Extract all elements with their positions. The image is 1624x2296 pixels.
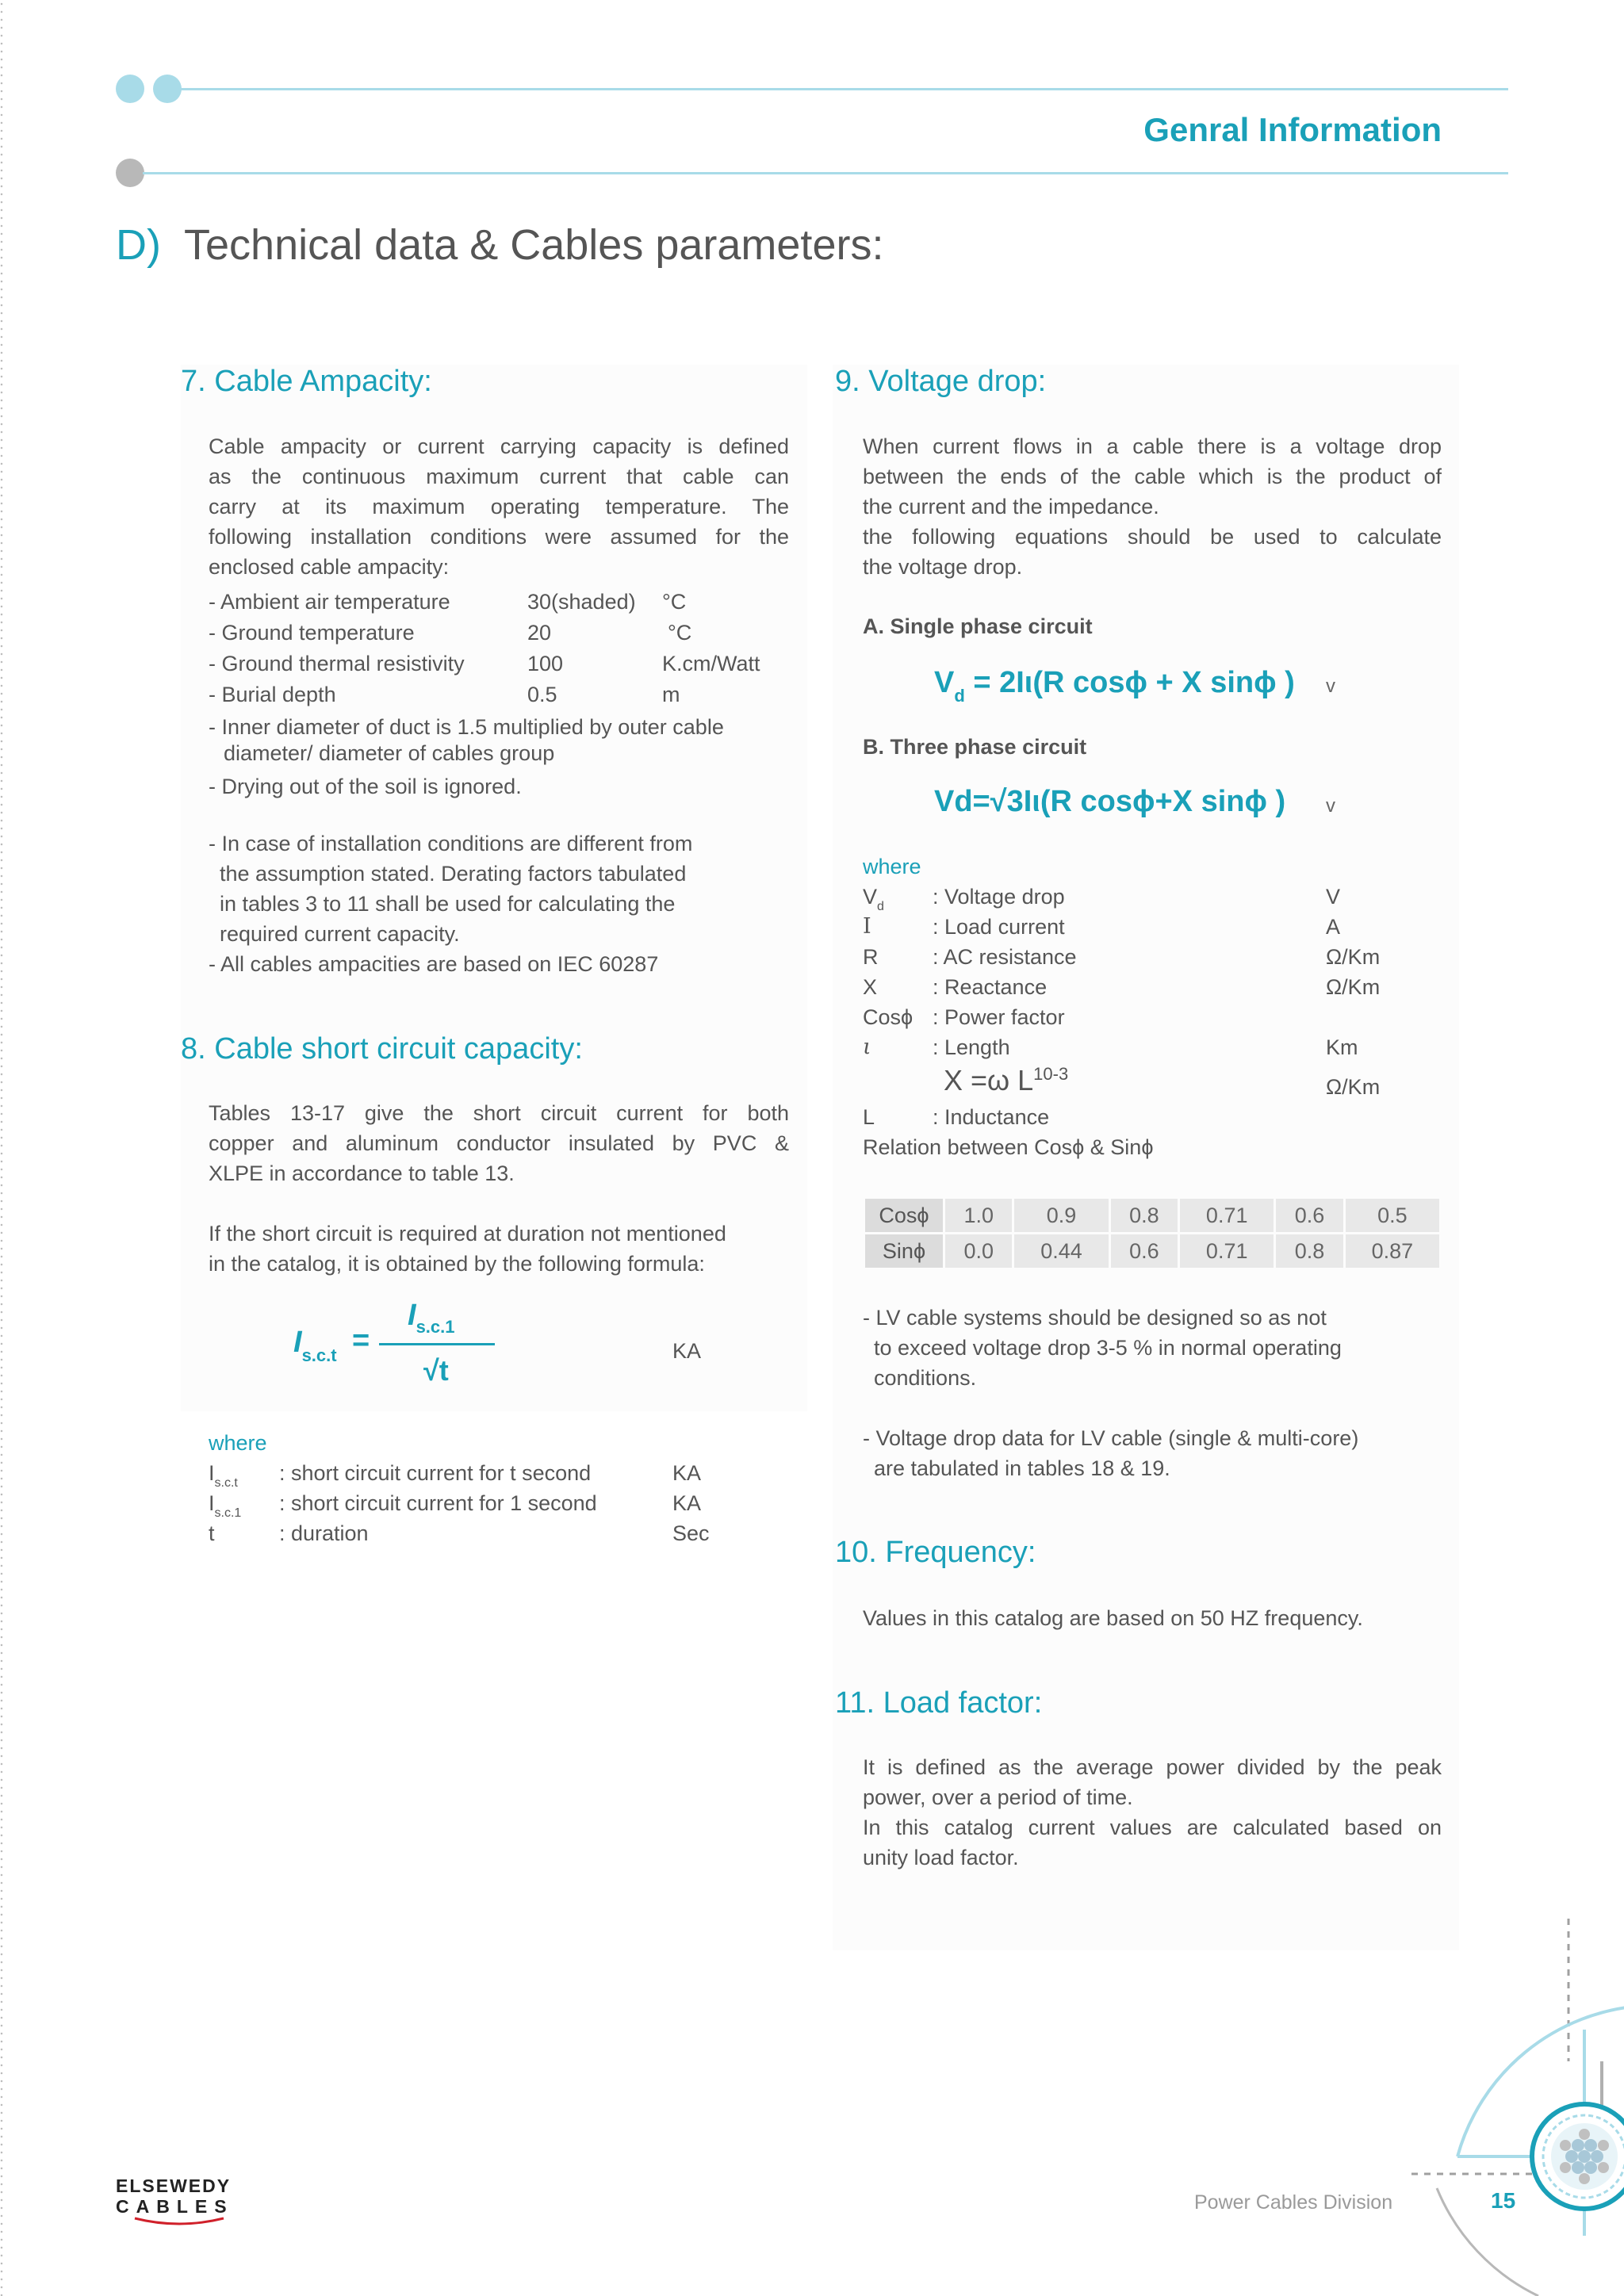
vdef-sym: V — [863, 885, 878, 909]
table-cell: 0.8 — [1111, 1199, 1178, 1232]
section-voltage-drop-title: 9. Voltage drop: — [835, 365, 1047, 398]
formula-lhs-symbol: I — [293, 1326, 302, 1359]
single-formula-unit: v — [1326, 675, 1335, 697]
logo-top-text: ELSEWEDY — [116, 2175, 232, 2196]
table-row-label: Sinϕ — [865, 1234, 943, 1268]
condition-label: - Ground temperature — [209, 621, 415, 645]
definition-sub: s.c.1 — [214, 1506, 242, 1520]
lv-note-line: conditions. — [874, 1366, 977, 1390]
section-load-factor-title: 11. Load factor: — [835, 1686, 1043, 1720]
definition-sym: I — [209, 1491, 215, 1515]
single-phase-title: A. Single phase circuit — [863, 614, 1093, 638]
short-circuit-line: Tables 13-17 give the short circuit current for both — [209, 1101, 789, 1125]
duct-line-2: diameter/ diameter of cables group — [224, 741, 555, 765]
condition-row — [209, 587, 450, 617]
duct-line-1: - Inner diameter of duct is 1.5 multiplied by outer cable — [209, 715, 724, 739]
reactance-base: X =ω L — [944, 1064, 1034, 1096]
condition-label: - Burial depth — [209, 683, 336, 706]
single-phase-formula — [934, 666, 1295, 706]
formula-equals: = — [352, 1324, 370, 1357]
ampacity-intro — [209, 431, 789, 582]
definition-unit: Sec — [672, 1521, 710, 1545]
short-circuit-line: XLPE in accordance to table 13. — [209, 1161, 515, 1185]
condition-row — [209, 618, 415, 648]
formula-lhs-subscript: s.c.t — [301, 1345, 337, 1365]
header-dot-3 — [116, 159, 144, 187]
page-number: 15 — [1491, 2188, 1516, 2213]
short-circuit-line: If the short circuit is required at duration not mentioned — [209, 1222, 726, 1246]
section-cable-ampacity-title: 7. Cable Ampacity: — [181, 365, 432, 398]
short-circuit-para-2 — [209, 1219, 789, 1279]
short-circuit-where: where — [209, 1431, 267, 1455]
table-row — [865, 1199, 1439, 1232]
main-heading — [116, 220, 883, 270]
vdef-sub: d — [877, 900, 884, 913]
voltage-where: where — [863, 855, 921, 878]
vdef-symbol: R — [863, 945, 879, 969]
condition-label: - Ground thermal resistivity — [209, 652, 465, 675]
definition-unit: KA — [672, 1461, 702, 1485]
inductance-desc: : Inductance — [933, 1105, 1050, 1129]
condition-unit: m — [662, 683, 680, 706]
vdef-desc: : Power factor — [933, 1005, 1065, 1029]
condition-value: 20 — [527, 621, 552, 645]
condition-label: - Ambient air temperature — [209, 590, 450, 614]
vdef-desc: : Reactance — [933, 975, 1048, 999]
vdef-unit: A — [1326, 915, 1341, 939]
load-factor-line: In this catalog current values are calculated based on — [863, 1816, 1442, 1839]
vdef-desc: : AC resistance — [933, 945, 1077, 969]
short-circuit-line: in the catalog, it is obtained by the following formula: — [209, 1252, 705, 1276]
table-cell: 0.5 — [1346, 1199, 1439, 1232]
voltage-intro-line: When current flows in a cable there is a voltage drop — [863, 434, 1442, 458]
table-cell: 0.87 — [1346, 1234, 1439, 1268]
formula-numerator — [408, 1299, 455, 1337]
lv-note-line: to exceed voltage drop 3-5 % in normal operating — [874, 1336, 1342, 1360]
definition-sym: t — [209, 1521, 215, 1545]
single-formula-sub: d — [954, 686, 965, 706]
short-circuit-para-1 — [209, 1098, 789, 1188]
lv-data-line: - Voltage drop data for LV cable (single & multi-core) — [863, 1426, 1359, 1450]
header-top-line — [179, 88, 1508, 90]
vdef-symbol: I — [863, 914, 871, 939]
division-label: Power Cables Division — [1194, 2191, 1393, 2214]
condition-unit: °C — [668, 621, 692, 645]
formula-num-symbol: I — [408, 1299, 416, 1332]
definition-sym: I — [209, 1461, 215, 1485]
definition-symbol — [209, 1518, 215, 1548]
definition-symbol — [209, 1488, 241, 1522]
vdef-symbol: Cosϕ — [863, 1005, 914, 1029]
vdef-desc: : Length — [933, 1035, 1010, 1059]
logo-swoosh — [116, 2217, 243, 2228]
drying-note: - Drying out of the soil is ignored. — [209, 775, 522, 798]
formula-denominator: √t — [423, 1354, 449, 1387]
definition-sub: s.c.t — [214, 1476, 238, 1490]
page-edge-dots — [0, 0, 3, 2296]
header-bottom-line — [143, 172, 1508, 174]
vdef-symbol: ι — [863, 1035, 871, 1059]
voltage-intro-line: the current and the impedance. — [863, 495, 1159, 519]
ampacity-intro-line: carry at its maximum operating temperature. The — [209, 495, 789, 519]
case-line: the assumption stated. Derating factors tabulated — [220, 862, 687, 886]
vdef-unit: Km — [1326, 1035, 1358, 1059]
ampacity-intro-line: Cable ampacity or current carrying capacity is defined — [209, 434, 789, 458]
section-frequency-title: 10. Frequency: — [835, 1536, 1036, 1569]
vdef-unit: V — [1326, 885, 1341, 909]
ampacity-intro-line: following installation conditions were assumed for the — [209, 525, 789, 549]
definition-unit: KA — [672, 1491, 702, 1515]
frequency-text: Values in this catalog are based on 50 HZ frequency. — [863, 1606, 1363, 1630]
condition-row — [209, 679, 336, 710]
cable-cross-section-graphic — [1380, 1919, 1624, 2296]
definition-desc: : short circuit current for t second — [279, 1461, 592, 1485]
load-factor-line: It is defined as the average power divided by the peak — [863, 1755, 1442, 1779]
condition-unit: K.cm/Watt — [662, 652, 760, 675]
definition-desc: : short circuit current for 1 second — [279, 1491, 597, 1515]
lv-note-line: - LV cable systems should be designed so as not — [863, 1306, 1327, 1330]
vdef-desc: : Load current — [933, 915, 1065, 939]
vdef-symbol — [863, 882, 884, 916]
case-line: in tables 3 to 11 shall be used for calculating the — [220, 892, 676, 916]
single-formula-rest: = 2Iι(R cosϕ + X sinϕ ) — [964, 666, 1295, 699]
cos-sin-table — [863, 1196, 1442, 1270]
three-formula-unit: v — [1326, 795, 1335, 817]
load-factor-text — [863, 1752, 1442, 1873]
load-factor-line: power, over a period of time. — [863, 1785, 1133, 1809]
vdef-symbol: X — [863, 975, 878, 999]
table-cell: 0.6 — [1111, 1234, 1178, 1268]
voltage-drop-intro — [863, 431, 1442, 582]
graphic-arc-grey-2 — [1437, 2188, 1538, 2296]
header-title: Genral Information — [1143, 111, 1442, 148]
company-logo — [116, 2175, 243, 2228]
table-row — [865, 1234, 1439, 1268]
vdef-unit: Ω/Km — [1326, 975, 1381, 999]
formula-fraction-bar — [379, 1343, 495, 1345]
table-row-label: Cosϕ — [865, 1199, 943, 1232]
three-phase-title: B. Three phase circuit — [863, 735, 1087, 759]
definition-symbol — [209, 1458, 238, 1492]
table-cell: 0.0 — [945, 1234, 1012, 1268]
case-line: required current capacity. — [220, 922, 460, 946]
condition-value: 100 — [527, 652, 564, 675]
reactance-unit: Ω/Km — [1326, 1075, 1381, 1099]
lv-data-line: are tabulated in tables 18 & 19. — [874, 1456, 1170, 1480]
table-cell: 0.44 — [1014, 1234, 1108, 1268]
condition-value: 30(shaded) — [527, 590, 636, 614]
table-cell: 1.0 — [945, 1199, 1012, 1232]
reactance-exponent: 10-3 — [1033, 1064, 1069, 1084]
ampacity-intro-line: as the continuous maximum current that cable can — [209, 465, 789, 488]
vdef-unit: Ω/Km — [1326, 945, 1381, 969]
table-cell: 0.6 — [1276, 1199, 1342, 1232]
section-short-circuit-title: 8. Cable short circuit capacity: — [181, 1032, 583, 1066]
table-cell: 0.71 — [1180, 1234, 1274, 1268]
formula-unit: KA — [672, 1339, 702, 1363]
voltage-intro-line: between the ends of the cable which is the product of — [863, 465, 1442, 488]
reactance-formula — [944, 1064, 1068, 1097]
formula-num-subscript: s.c.1 — [416, 1317, 455, 1337]
voltage-intro-line: the voltage drop. — [863, 555, 1023, 579]
logo-bottom-text: CABLES — [116, 2196, 234, 2217]
table-cell: 0.71 — [1180, 1199, 1274, 1232]
short-circuit-line: copper and aluminum conductor insulated by PVC & — [209, 1131, 789, 1155]
vdef-desc: : Voltage drop — [933, 885, 1065, 909]
relation-title: Relation between Cosϕ & Sinϕ — [863, 1135, 1154, 1159]
table-cell: 0.8 — [1276, 1234, 1342, 1268]
header-dot-1 — [116, 75, 144, 103]
main-heading-letter: D) — [116, 221, 161, 269]
load-factor-line: unity load factor. — [863, 1846, 1019, 1869]
case-line: - In case of installation conditions are different from — [209, 832, 693, 855]
condition-row — [209, 649, 465, 679]
formula-lhs — [293, 1326, 337, 1365]
condition-unit: °C — [662, 590, 687, 614]
table-cell: 0.9 — [1014, 1199, 1108, 1232]
iec-note: - All cables ampacities are based on IEC 60287 — [209, 952, 659, 976]
condition-value: 0.5 — [527, 683, 557, 706]
single-formula-v: V — [934, 666, 955, 699]
main-heading-text: Technical data & Cables parameters: — [184, 221, 884, 269]
voltage-intro-line: the following equations should be used to calculate — [863, 525, 1442, 549]
definition-desc: : duration — [279, 1521, 369, 1545]
ampacity-intro-line: enclosed cable ampacity: — [209, 555, 450, 579]
header-dot-2 — [153, 75, 182, 103]
three-phase-formula: Vd=√3Iι(R cosϕ+X sinϕ ) — [934, 785, 1286, 818]
inductance-symbol: L — [863, 1105, 875, 1129]
